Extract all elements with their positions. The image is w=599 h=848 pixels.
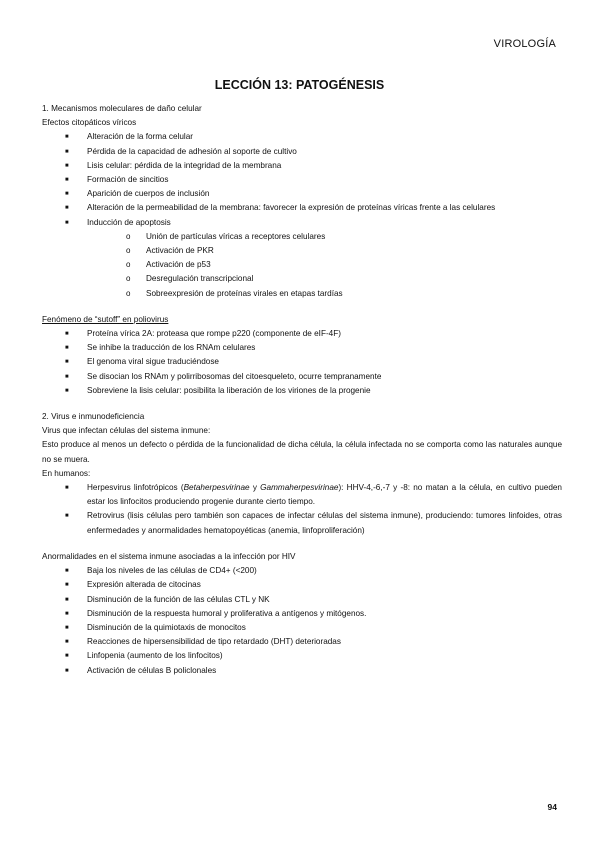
- shutoff-heading: Fenómeno de “sutoff” en poliovirus: [42, 314, 169, 324]
- list-item: ■ Se inhibe la traducción de los RNAm celulares: [65, 343, 256, 353]
- running-head: VIROLOGÍA: [493, 38, 556, 50]
- list-item: ■ Linfopenia (aumento de los linfocitos): [65, 651, 223, 661]
- page-title: LECCIÓN 13: PATOGÉNESIS: [214, 78, 385, 92]
- section-2-heading: 2. Virus e inmunodeficiencia: [42, 412, 145, 422]
- humans-label: En humanos:: [42, 468, 91, 478]
- list-item: ■ Inducción de apoptosis: [65, 217, 171, 227]
- list-item: ■ Lisis celular: pérdida de la integridad de la membrana: [65, 160, 282, 170]
- list-item: ■ Expresión alterada de citocinas: [65, 580, 201, 590]
- list-item: ■ Baja los niveles de las células de CD4+ (<200): [65, 566, 257, 576]
- list-item: ■ Formación de sincitios: [65, 175, 169, 185]
- sub-list-item: o Desregulación transcripcional: [126, 274, 254, 284]
- list-item: ■ Disminución de la quimiotaxis de monocitos: [65, 622, 246, 632]
- list-item: ■ Sobreviene la lisis celular: posibilita la liberación de los viriones de la progenie: [65, 385, 371, 395]
- list-item: ■ Disminución de la función de las células CTL y NK: [65, 594, 270, 604]
- list-item: ■ Activación de células B policlonales: [65, 665, 217, 675]
- list-item: ■ Aparición de cuerpos de inclusión: [65, 189, 210, 199]
- list-item: ■ Alteración de la forma celular: [65, 132, 194, 142]
- list-item-herpesvirus: ■ Herpesvirus linfotrópicos (Betaherpesvirinae y Gammaherpesvirinae): HHV-4,-6,-7 y -8: no matan a la célula, en cultivo pueden estar los linfocitos produciendo progenie durante cierto tiempo.: [65, 483, 562, 507]
- sub-list-item: o Sobreexpresión de proteínas virales en etapas tardías: [126, 288, 343, 298]
- list-item: ■ Proteína vírica 2A: proteasa que rompe p220 (componente de eIF-4F): [65, 329, 341, 339]
- list-item: ■ Alteración de la permeabilidad de la membrana: favorecer la expresión de proteínas víricas frente a las celulares: [65, 203, 496, 213]
- hiv-heading: Anormalidades en el sistema inmune asociadas a la infección por HIV: [42, 551, 296, 561]
- list-item: ■ Reacciones de hipersensibilidad de tipo retardado (DHT) deterioradas: [65, 637, 341, 647]
- section-2-paragraph: Esto produce al menos un defecto o pérdida de la funcionalidad de dicha célula, la célula infectada no se comporta como las naturales aunque no se muera.: [42, 440, 562, 464]
- section-2-subheading: Virus que infectan células del sistema inmune:: [42, 426, 211, 436]
- section-1-subheading: Efectos citopáticos víricos: [42, 118, 137, 128]
- page-number: 94: [547, 802, 557, 812]
- sub-list-item: o Activación de p53: [126, 260, 211, 270]
- list-item: ■ Disminución de la respuesta humoral y proliferativa a antígenos y mitógenos.: [65, 608, 367, 618]
- list-item: ■ Pérdida de la capacidad de adhesión al soporte de cultivo: [65, 146, 297, 156]
- list-item-retrovirus: ■ Retrovirus (lisis células pero también son capaces de infectar células del sistema inmune), produciendo: tumores linfoides, otras enfermedades y anormalidades hematopoyéticas (anemia, linfoproliferación): [65, 511, 562, 535]
- sub-list-item: o Activación de PKR: [126, 246, 214, 256]
- sub-list-item: o Unión de partículas víricas a receptores celulares: [126, 231, 326, 241]
- section-1-heading: 1. Mecanismos moleculares de daño celular: [42, 104, 202, 113]
- page-content: [42, 102, 562, 678]
- list-item: ■ Se disocian los RNAm y polirribosomas del citoesqueleto, ocurre tempranamente: [65, 371, 382, 381]
- list-item: ■ El genoma viral sigue traduciéndose: [65, 357, 219, 367]
